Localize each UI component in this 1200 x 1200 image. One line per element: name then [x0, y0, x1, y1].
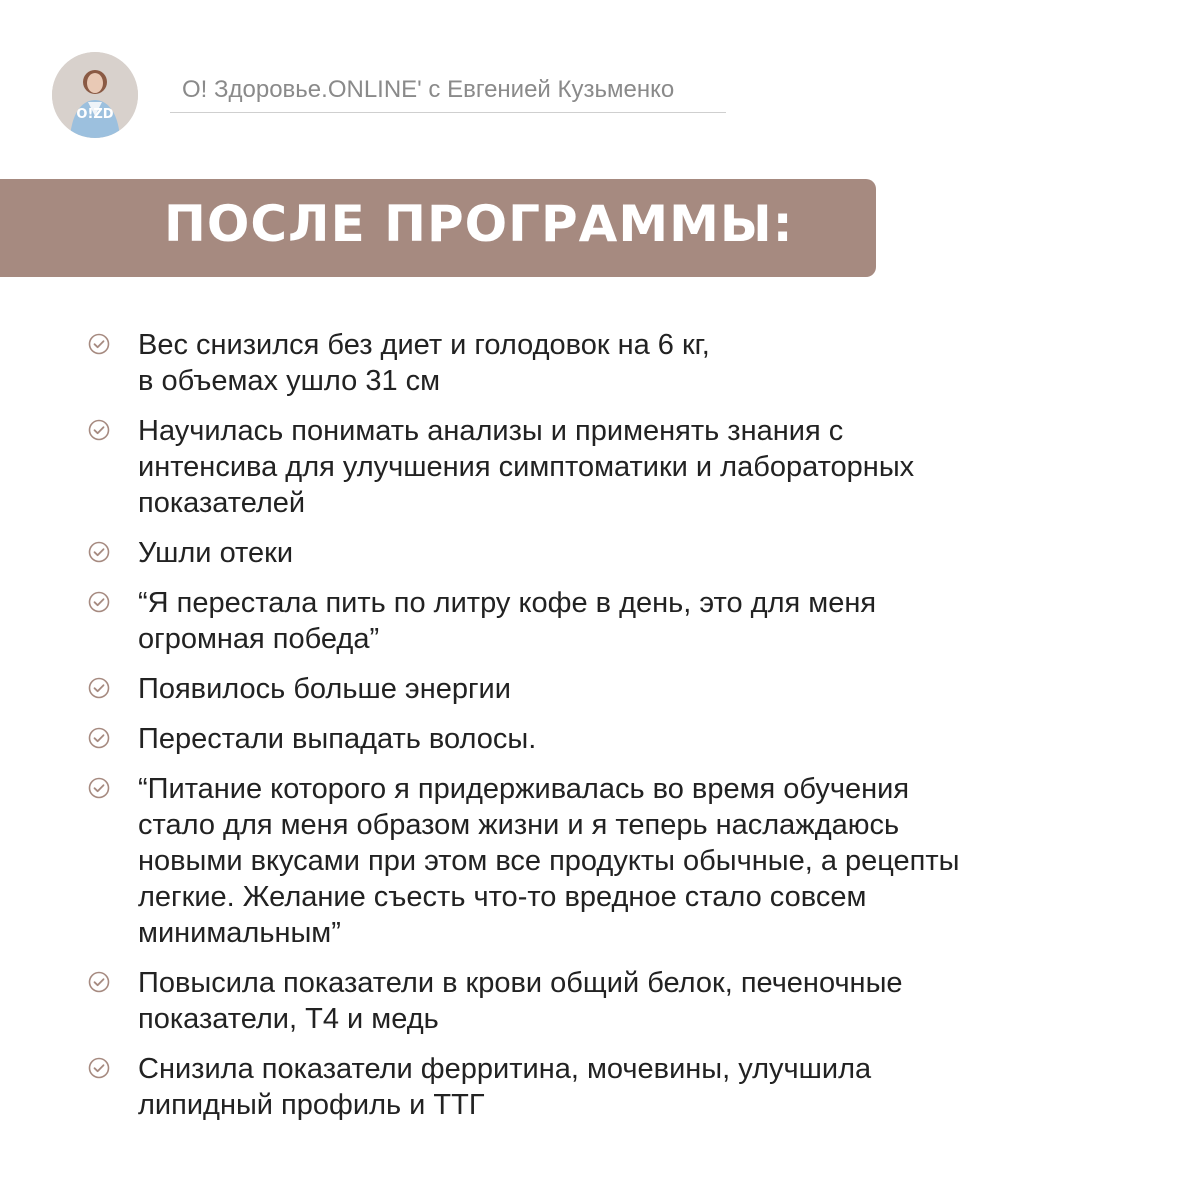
list-item-text: Научилась понимать анализы и применять знания с — [138, 415, 844, 447]
list-item-text: Ушли отеки — [138, 537, 294, 569]
list-item-text: Появилось больше энергии — [138, 673, 511, 705]
list-item — [88, 1051, 1158, 1123]
check-circle-icon — [88, 677, 110, 699]
list-item — [88, 535, 1158, 571]
check-circle-icon — [88, 727, 110, 749]
list-item-text: “Я перестала пить по литру кофе в день, это для меня — [138, 587, 877, 619]
list-item — [88, 327, 1158, 399]
check-circle-icon — [88, 333, 110, 355]
title-banner — [0, 179, 876, 277]
avatar-logo: O!ZD — [76, 107, 114, 122]
list-item — [88, 671, 1158, 707]
list-item-text: Вес снизился без диет и голодовок на 6 кг, — [138, 329, 710, 361]
list-item-text: новыми вкусами при этом все продукты обычные, а рецепты — [138, 845, 960, 877]
check-circle-icon — [88, 777, 110, 799]
list-item-text: стало для меня образом жизни и я теперь наслаждаюсь — [138, 809, 900, 841]
list-item — [88, 413, 1158, 521]
list-item-text: показателей — [138, 487, 306, 519]
list-item-text: Снизила показатели ферритина, мочевины, улучшила — [138, 1053, 872, 1085]
list-item-text: липидный профиль и ТТГ — [138, 1089, 485, 1121]
list-item-text: минимальным” — [138, 917, 341, 949]
list-item-text: огромная победа” — [138, 623, 380, 655]
list-item-text: Повысила показатели в крови общий белок, печеночные — [138, 967, 903, 999]
channel-name: O! Здоровье.ONLINE' с Евгенией Кузьменко — [182, 76, 675, 103]
check-circle-icon — [88, 1057, 110, 1079]
list-item-text: “Питание которого я придерживалась во время обучения — [138, 773, 910, 805]
results-list — [88, 327, 1158, 1137]
brand-line — [170, 72, 726, 113]
list-item-text: в объемах ушло 31 см — [138, 365, 441, 397]
avatar[interactable] — [52, 52, 138, 138]
list-item-text: показатели, Т4 и медь — [138, 1003, 439, 1035]
check-circle-icon — [88, 541, 110, 563]
check-circle-icon — [88, 591, 110, 613]
header — [52, 52, 732, 142]
list-item-text: Перестали выпадать волосы. — [138, 723, 537, 755]
list-item — [88, 585, 1158, 657]
list-item — [88, 721, 1158, 757]
check-circle-icon — [88, 971, 110, 993]
list-item-text: легкие. Желание съесть что-то вредное стало совсем — [138, 881, 867, 913]
check-circle-icon — [88, 419, 110, 441]
list-item-text: интенсива для улучшения симптоматики и лабораторных — [138, 451, 915, 483]
avatar-image — [52, 52, 138, 138]
page-title: ПОСЛЕ ПРОГРАММЫ: — [164, 195, 794, 253]
list-item — [88, 965, 1158, 1037]
list-item — [88, 771, 1158, 951]
